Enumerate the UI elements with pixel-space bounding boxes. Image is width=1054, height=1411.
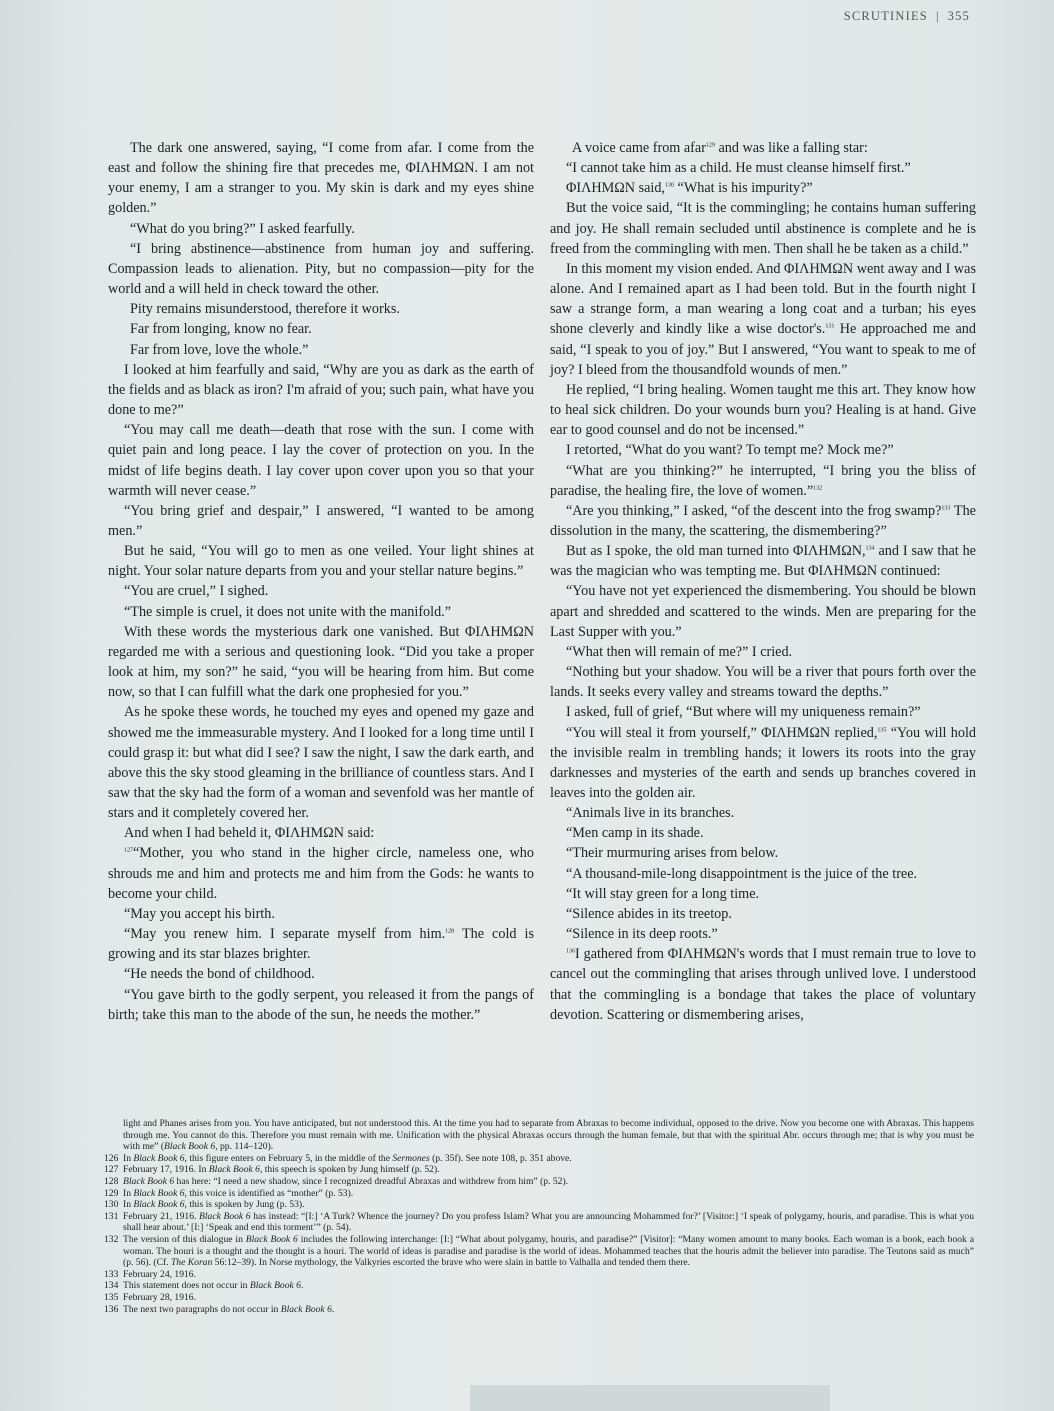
paragraph-text: In this moment my vision ended. And ΦΙΛΗΜΩΝ went away and I was alone. And I remained apart as I had been told. But in the fourth night I saw a strange form, a man wearing a long coat and a turban; his eyes shone cleverly and kindly like a wise doctor's. — [550, 260, 976, 338]
footnote-text: This statement does not occur in — [123, 1280, 250, 1292]
running-title: SCRUTINIES — [843, 9, 928, 23]
paragraph: “You gave birth to the godly serpent, you released it from the pangs of birth; take this man to the abode of the sun, he needs the mother.” — [108, 986, 534, 1023]
footnote-italic: Sermones — [392, 1152, 430, 1164]
paragraph: “He needs the bond of childhood. — [124, 966, 315, 983]
footnote-marker: 135 — [877, 726, 887, 733]
running-header — [844, 9, 970, 24]
paragraph: “What do you bring?” I asked fearfully. — [130, 220, 355, 237]
verse-line: Far from longing, know no fear. — [130, 321, 312, 338]
paragraph — [550, 178, 976, 198]
scan-shadow — [470, 1385, 830, 1411]
paragraph: But the voice said, “It is the commingling; he contains human suffering and joy. He shall remain secluded until abstinence is complete and he is freed from the commingling with men. Then shall he be taken as a child.” — [550, 200, 976, 257]
footnote-italic: Black Book 6 — [164, 1141, 216, 1153]
paragraph: “I cannot take him as a child. He must cleanse himself first.” — [566, 160, 911, 177]
footnote-text: In — [123, 1199, 134, 1211]
paragraph-text: I gathered from ΦΙΛΗΜΩΝ's words that I must remain true to love to cancel out the commingling that arises through unlived love. I understood that the commingling is a bondage that takes the place of voluntary devotion. Scattering or dismembering arises, — [550, 946, 976, 1023]
header-separator: | — [935, 9, 940, 23]
footnote-item — [104, 1234, 974, 1269]
paragraph — [108, 924, 534, 964]
paragraph-text: “You will hold the invisible realm in trembling hands; it lowers its roots into the gray darknesses and mysteries of the earth and sends up branches covered in leaves into the golden air. — [550, 724, 976, 801]
footnote-marker: 133 — [941, 505, 951, 512]
footnote-text: , this is spoken by Jung (p. 53). — [184, 1199, 305, 1211]
footnote-text: February 24, 1916. — [123, 1268, 197, 1280]
footnote-marker: 130 — [664, 182, 674, 189]
paragraph: And when I had beheld it, ΦΙΛΗΜΩΝ said: — [124, 825, 375, 842]
paragraph-text: A voice came from afar — [572, 140, 706, 156]
footnote-list — [104, 1153, 974, 1315]
footnote-text: In — [123, 1152, 134, 1164]
paragraph: “A thousand-mile-long disappointment is the juice of the tree. — [566, 865, 918, 882]
footnote-text: has here: “I need a new shadow, since I recognized dreadful Abraxas and withdrew from him” (p. 52). — [174, 1175, 569, 1187]
paragraph-text: “Are you thinking,” I asked, “of the descent into the frog swamp? — [566, 502, 942, 519]
verse-line: Far from love, love the whole.” — [130, 341, 309, 358]
paragraph-text: “What is his impurity?” — [673, 180, 813, 197]
left-text-column — [108, 138, 534, 1025]
paragraph: “Men camp in its shade. — [566, 825, 704, 842]
paragraph: “Silence in its deep roots.” — [566, 926, 718, 943]
paragraph-text: The cold is growing and its star blazes brighter. — [108, 926, 534, 963]
footnote-item — [104, 1304, 974, 1316]
paragraph: “You are cruel,” I sighed. — [124, 583, 269, 600]
paragraph: With these words the mysterious dark one vanished. But ΦΙΛΗΜΩΝ regarded me with a serious and questioning look. “Did you take a proper look at him, my son?” he said, “you will be hearing from him. But come now, so that I can fulfill what the dark one prophesied for you.” — [108, 623, 534, 701]
footnote-marker: 128 — [445, 928, 455, 935]
paragraph: “You bring grief and despair,” I answered, “I wanted to be among men.” — [108, 502, 534, 539]
footnote-number: 131 — [104, 1210, 119, 1222]
footnote-continuation — [104, 1118, 974, 1153]
paragraph: I looked at him fearfully and said, “Why are you as dark as the earth of the fields and as black as iron? I'm afraid of you; such pain, what have you done to me?” — [108, 361, 534, 419]
footnote-number: 135 — [104, 1291, 119, 1303]
footnote-item — [104, 1211, 974, 1234]
footnote-marker: 129 — [705, 142, 715, 149]
footnote-italic: The Koran — [170, 1257, 213, 1269]
footnote-italic: Black Book 6 — [199, 1210, 251, 1222]
footnote-italic: Black Book 6 — [208, 1164, 260, 1176]
footnote-item — [104, 1176, 974, 1188]
footnote-item — [104, 1280, 974, 1292]
paragraph: “Silence abides in its treetop. — [566, 905, 732, 922]
footnote-italic: Black Book 6 — [245, 1233, 298, 1245]
footnote-number: 132 — [104, 1233, 119, 1245]
paragraph: “Nothing but your shadow. You will be a river that pours forth over the lands. It seeks every valley and streams toward the depths.” — [550, 664, 976, 701]
footnote-text: (p. 35f). See note 108, p. 351 above. — [429, 1152, 572, 1164]
paragraph: But he said, “You will go to men as one veiled. Your light shines at night. Your solar nature departs from you and your stellar nature begins.” — [108, 543, 534, 580]
footnote-item — [104, 1292, 974, 1304]
footnote-marker: 132 — [813, 484, 823, 491]
footnote-marker: 131 — [825, 323, 835, 330]
paragraph: As he spoke these words, he touched my eyes and opened my gaze and showed me the immeasurable mystery. And I looked for a long time until I could grasp it: but what did I see? I saw the night, I saw the dark earth, and above this the sky stood gleaming in the brilliance of countless stars. And I saw that the sky had the form of a woman and sevenfold was her mantle of stars and it completely covered her. — [108, 704, 534, 822]
paragraph — [550, 944, 976, 1025]
footnote-number: 127 — [104, 1164, 119, 1176]
paragraph: “It will stay green for a long time. — [566, 885, 760, 902]
paragraph — [550, 461, 976, 501]
footnote-text: . — [300, 1280, 304, 1292]
footnote-number: 129 — [104, 1187, 119, 1199]
footnote-text: , pp. 114–120). — [215, 1141, 274, 1153]
footnote-item — [104, 1199, 974, 1211]
footnote-item — [104, 1269, 974, 1281]
page-number: 355 — [947, 9, 970, 23]
footnote-text: February 17, 1916. In — [123, 1164, 209, 1176]
paragraph: I retorted, “What do you want? To tempt me? Mock me?” — [566, 442, 894, 459]
paragraph: “Their murmuring arises from below. — [566, 845, 779, 862]
footnote-italic: Black Book 6 — [133, 1187, 185, 1199]
paragraph-text: “Mother, you who stand in the higher circle, nameless one, who shrouds me and him and protects me and him from the Gods: he wants to become your child. — [108, 845, 534, 902]
footnote-text: includes the following interchange: [I:] “What about polygamy, houris, and paradise?” [Visitor]: “Many women amount to many books. Each woman is a book, each book a woman. The houri is a thought and the thought is a houri. The world of ideas is paradise and paradise is the world of ideas. Mohammed teaches that the houris admit the believer into paradise. The Teutons said as much” (p. 56). (Cf. — [123, 1233, 974, 1269]
paragraph — [108, 843, 534, 903]
footnote-number: 134 — [104, 1280, 119, 1292]
paragraph: “You have not yet experienced the dismembering. You should be blown apart and shredded and scattered to the winds. Men are preparing for the Last Supper with you.” — [550, 583, 976, 640]
paragraph — [550, 541, 976, 581]
paragraph — [550, 138, 976, 158]
footnote-italic: Black Book 6 — [123, 1175, 175, 1187]
paragraph: “I bring abstinence—abstinence from human joy and suffering. Compassion leads to alienation. Pity, but no compassion—pity for the world and a will held in check toward the other. — [108, 240, 534, 298]
paragraph: “Animals live in its branches. — [566, 805, 735, 822]
paragraph-text: “What are you thinking?” he interrupted, “I bring you the bliss of paradise, the healing fire, the love of women.” — [550, 462, 976, 499]
paragraph: The dark one answered, saying, “I come from afar. I come from the east and follow the shining fire that precedes me, ΦΙΛΗΜΩΝ. I am not your enemy, I am a stranger to you. My skin is dark and my eyes shine golden.” — [108, 140, 534, 217]
footnote-text: The next two paragraphs do not occur in — [123, 1303, 281, 1315]
right-text-column — [550, 138, 976, 1025]
footnote-italic: Black Book 6 — [133, 1199, 185, 1211]
footnote-marker: 134 — [865, 545, 875, 552]
footnote-text: February 21, 1916. — [123, 1210, 200, 1222]
footnote-italic: Black Book 6 — [280, 1303, 332, 1315]
footnote-text: In — [123, 1187, 134, 1199]
footnote-italic: Black Book 6 — [249, 1280, 301, 1292]
paragraph: “What then will remain of me?” I cried. — [566, 643, 793, 660]
paragraph-text: “May you renew him. I separate myself from him. — [124, 926, 446, 943]
footnote-number: 133 — [104, 1268, 119, 1280]
footnote-text: . — [331, 1303, 335, 1315]
footnote-text: , this speech is spoken by Jung himself (p. 52). — [259, 1164, 440, 1176]
footnote-text: The version of this dialogue in — [123, 1233, 246, 1245]
paragraph-text: “You will steal it from yourself,” ΦΙΛΗΜΩΝ replied, — [566, 724, 878, 741]
verse-line: Pity remains misunderstood, therefore it works. — [130, 301, 400, 318]
footnote-number: 126 — [104, 1152, 119, 1164]
paragraph-text: The dissolution in the many, the scattering, the dismembering?” — [550, 502, 976, 539]
footnotes — [104, 1118, 974, 1315]
footnote-marker: 127 — [124, 847, 133, 854]
footnote-marker: 136 — [566, 948, 575, 955]
paragraph-text: and I saw that he was the magician who was tempting me. But ΦΙΛΗΜΩΝ continued: — [550, 543, 976, 580]
paragraph-text: He approached me and said, “I speak to you of joy.” But I answered, “You want to speak to me of joy? I bleed from the thousandfold wounds of men.” — [550, 321, 976, 378]
footnote-text: February 28, 1916. — [123, 1291, 197, 1303]
footnote-number: 130 — [104, 1199, 119, 1211]
paragraph — [550, 723, 976, 804]
footnote-text: 56:12–39). In Norse mythology, the Valkyries escorted the brave who were slain in battle to Valhalla and tended them there. — [212, 1257, 691, 1269]
paragraph — [550, 259, 976, 380]
paragraph-text: ΦΙΛΗΜΩΝ said, — [566, 180, 665, 197]
paragraph: I asked, full of grief, “But where will my uniqueness remain?” — [566, 704, 921, 721]
footnote-item — [104, 1164, 974, 1176]
paragraph: “You may call me death—death that rose with the sun. I come with quiet pain and long peace. I lay the cover of protection on you. In the midst of life begins death. I lay cover upon cover upon you so that your warmth will never cease.” — [108, 422, 534, 499]
paragraph-text: and was like a falling star: — [714, 140, 868, 156]
paragraph: “The simple is cruel, it does not unite with the manifold.” — [124, 603, 452, 620]
footnote-text: , this figure enters on February 5, in the middle of the — [184, 1152, 393, 1164]
footnote-text: , this voice is identified as “mother” (p. 53). — [184, 1187, 354, 1199]
footnote-text: has instead: “[I:] ‘A Turk? Whence the journey? Do you profess Islam? What you are announcing Mohammed for?’ [Visitor:] ‘I speak of polygamy, houris, and paradise. This is what you shall hear about.’ [I:] ‘Speak and end this torment’” (p. 54). — [123, 1210, 974, 1234]
footnote-number: 136 — [104, 1303, 119, 1315]
paragraph-text: But as I spoke, the old man turned into ΦΙΛΗΜΩΝ, — [566, 543, 866, 560]
footnote-number: 128 — [104, 1175, 119, 1187]
paragraph: “May you accept his birth. — [124, 905, 275, 922]
paragraph — [550, 501, 976, 541]
footnote-italic: Black Book 6 — [133, 1152, 185, 1164]
footnote-text: light and Phanes arises from you. You have anticipated, but not understood this. At the time you had to separate from Abraxas to become individual, opposed to the drive. Now you become one with Abraxas. This happens through me. You cannot do this. Therefore you must remain with me. Unification with the physical Abraxas occurs through the human female, but that with the spiritual Abr. occurs through me; that is why you must be with me” ( — [123, 1118, 974, 1153]
paragraph: He replied, “I bring healing. Women taught me this art. They know how to heal sick children. Do your wounds burn you? Healing is at hand. Give ear to good counsel and do not be incensed.” — [550, 381, 976, 439]
footnote-item — [104, 1153, 974, 1165]
footnote-item — [104, 1188, 974, 1200]
